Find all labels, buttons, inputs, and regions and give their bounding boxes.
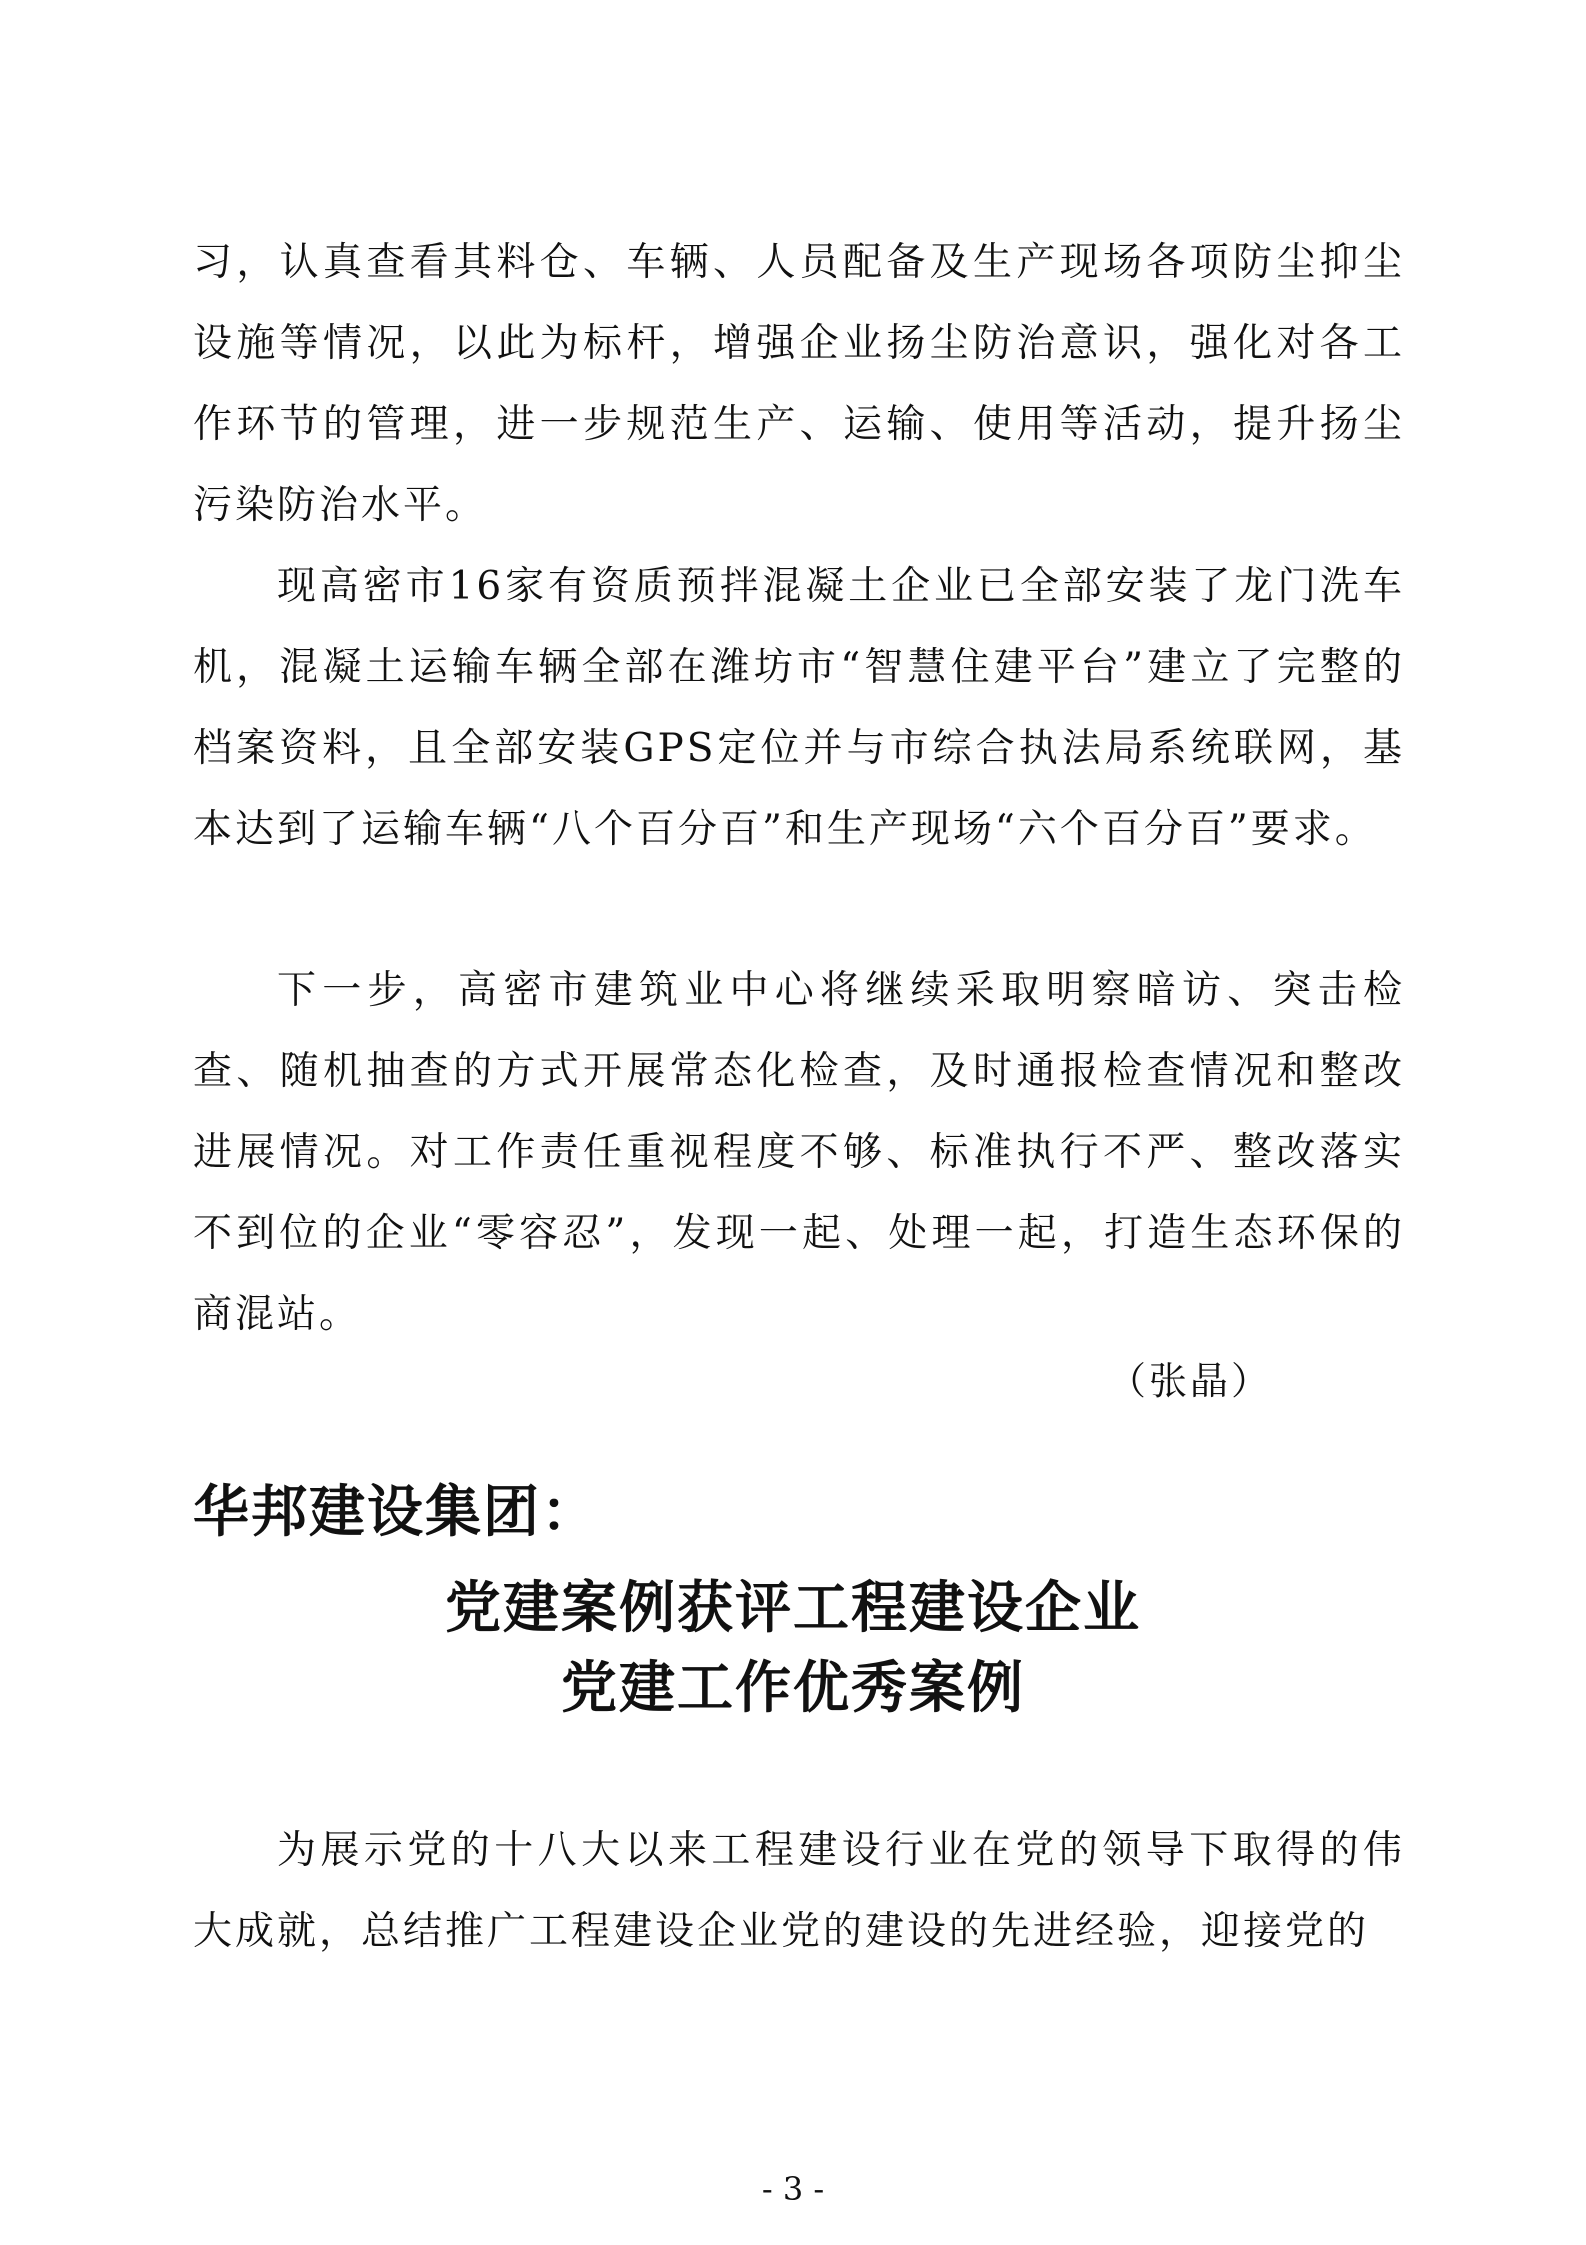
article-title-sub-line-2: 党建工作优秀案例: [561, 1656, 1025, 1721]
author-credit: （张晶）: [1108, 1359, 1273, 1403]
article-title-sub-line-1: 党建案例获评工程建设企业: [445, 1576, 1141, 1641]
paragraph-3: 下一步，高密市建筑业中心将继续采取明察暗访、突击检查、随机抽查的方式开展常态化检查，及时通报检查情况和整改进展情况。对工作责任重视程度不够、标准执行不严、整改落实不到位的企业“零容忍”，发现一起、处理一起，打造生态环保的商混站。: [193, 968, 1405, 1337]
page-number: - 3 -: [761, 2170, 825, 2208]
paragraph-1: 习，认真查看其料仓、车辆、人员配备及生产现场各项防尘抑尘设施等情况，以此为标杆，增强企业扬尘防治意识，强化对各工作环节的管理，进一步规范生产、运输、使用等活动，提升扬尘污染防治水平。: [193, 240, 1405, 528]
paragraph-2: 现高密市16家有资质预拌混凝土企业已全部安装了龙门洗车机，混凝土运输车辆全部在潍坊市“智慧住建平台”建立了完整的档案资料，且全部安装GPS定位并与市综合执法局系统联网，基本达到了运输车辆“八个百分百”和生产现场“六个百分百”要求。: [193, 564, 1405, 852]
article-paragraph: 为展示党的十八大以来工程建设行业在党的领导下取得的伟大成就，总结推广工程建设企业党的建设的先进经验，迎接党的: [193, 1828, 1405, 1954]
article-title-main: 华邦建设集团：: [193, 1480, 599, 1545]
